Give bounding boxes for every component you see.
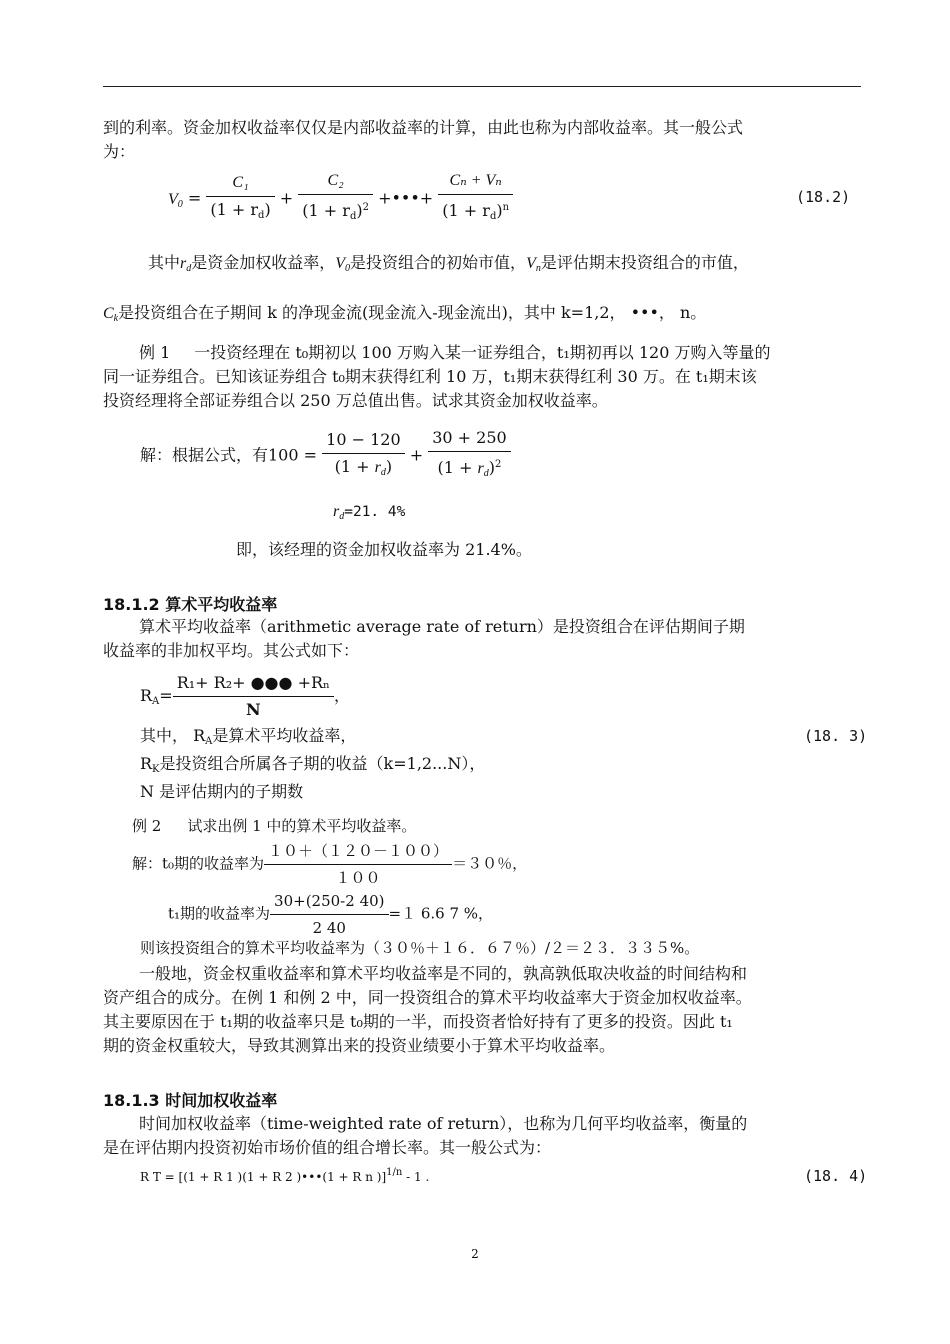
section-18-1-2-intro — [103, 615, 861, 663]
solution-frac-2: $\frac{30 + 250}{(1 + r_d)^2}$ — [428, 427, 510, 485]
eq-number-18-4: (18. 4) — [804, 1167, 868, 1185]
equation-18-2: $V_0$ = $\frac{\text{C₁}}{(1 + r_d)}$ + $\frac{\text{C₂}}{(1 + r_d)^2}$ +•••+ $\frac{\text{Cₙ + Vₙ}}{(1 + r_d)^n}$ — [168, 170, 513, 228]
example-1-line-3: 投资经理将全部证券组合以 250 万总值出售。试求其资金加权收益率。 — [103, 391, 608, 410]
example-1-line-1: 一投资经理在 t₀期初以 100 万购入某一证券组合，t₁期初再以 120 万购入等量的 — [194, 343, 771, 362]
section-18-1-2-line-2: 收益率的非加权平均。其公式如下： — [103, 641, 360, 660]
example-2-solution-1: 解：t₀期的收益率为 $\frac{10+(120-100)}{100}$ ＝３０％， — [132, 842, 528, 887]
discussion-line-3: 其主要原因在于 t₁期的收益率只是 t₀期的一半，而投资者恰好持有了更多的投资。因此 t₁ — [103, 1012, 733, 1031]
eq-term-1: $\frac{\text{C₁}}{(1 + r_d)}$ — [206, 172, 274, 227]
example-2: 例 2 试求出例 1 中的算术平均收益率。 — [132, 817, 417, 835]
discussion-line-1: 一般地，资金权重收益率和算术平均收益率是不同的，孰高孰低取决收益的时间结构和 — [139, 964, 748, 983]
definition-line-1: 其中$r_d$是资金加权收益率，$V_0$是投资组合的初始市值，$V_n$是评估期末投资组合的市值， — [148, 253, 749, 274]
where-line-2: $R_K$是投资组合所属各子期的收益（k=1,2...N）， — [140, 754, 486, 775]
section-18-1-3-intro — [103, 1112, 861, 1160]
section-18-1-3-line-1: 时间加权收益率（time-weighted rate of return），也称为几何平均收益率，衡量的 — [139, 1114, 748, 1133]
arithmetic-formula: $R_A=$ $\frac{\text{R₁+ R₂+ ●●● +Rₙ}}{N}$ ， — [140, 673, 350, 719]
section-heading-18-1-2: 18.1.2 算术平均收益率 — [103, 595, 278, 614]
definition-line-2: $C_k$是投资组合在子期间 k 的净现金流(现金流入-现金流出)，其中 k=1,2， •••， n。 — [103, 303, 707, 324]
example-1-line-2: 同一证券组合。已知该证券组合 t₀期末获得红利 10 万，t₁期末获得红利 30 万。在 t₁期末该 — [103, 367, 757, 386]
eq-number-18-2: (18.2) — [796, 188, 851, 206]
example-1-result: $r_d=21$. 4% — [333, 503, 406, 522]
example-1-label: 例 1 — [139, 343, 171, 362]
page-number: 2 — [471, 1247, 479, 1261]
example-2-solution-2: t₁期的收益率为 $\frac{30+(250-2 40)}{2 40}$ =１ 6.6 7 %， — [168, 892, 494, 937]
eq-term-2: $\frac{\text{C₂}}{(1 + r_d)^2}$ — [298, 170, 373, 228]
intro-line-2: 为： — [103, 142, 136, 161]
solution-frac-1: $\frac{10 - 120}{(1 + r_d)}$ — [322, 429, 404, 484]
example-1 — [103, 341, 861, 413]
section-heading-18-1-3: 18.1.3 时间加权收益率 — [103, 1091, 278, 1110]
time-weighted-formula: R T = [(1 + R 1 )(1 + R 2 )•••(1 + R n )]$^{1/n}$ - 1 . — [140, 1167, 430, 1184]
intro-paragraph — [103, 116, 861, 164]
average-line: 则该投资组合的算术平均收益率为（３０％＋１６．６７％）/２＝２３．３３５%。 — [140, 939, 700, 957]
section-18-1-3-line-2: 是在评估期内投资初始市场价值的组合增长率。其一般公式为： — [103, 1138, 552, 1157]
example-1-conclusion: 即，该经理的资金加权收益率为 21.4%。 — [236, 540, 532, 559]
header-rule — [103, 86, 861, 87]
intro-line-1: 到的利率。资金加权收益率仅仅是内部收益率的计算，由此也称为内部收益率。其一般公式 — [103, 118, 744, 137]
section-18-1-2-line-1: 算术平均收益率（arithmetic average rate of return）是投资组合在评估期间子期 — [139, 617, 745, 636]
example-1-solution: 解：根据公式，有100 = $\frac{10 - 120}{(1 + r_d)}$ + $\frac{30 + 250}{(1 + r_d)^2}$ — [140, 427, 511, 485]
where-line-3: N 是评估期内的子期数 — [140, 782, 304, 801]
eq-term-3: $\frac{\text{Cₙ + Vₙ}}{(1 + r_d)^n}$ — [438, 170, 513, 228]
discussion-line-2: 资产组合的成分。在例 1 和例 2 中，同一投资组合的算术平均收益率大于资金加权收益率。 — [103, 988, 752, 1007]
discussion-paragraph — [103, 962, 861, 1058]
discussion-line-4: 期的资金权重较大，导致其测算出来的投资业绩要小于算术平均收益率。 — [103, 1036, 616, 1055]
eq-lhs: $V_0$ — [168, 190, 183, 210]
eq-number-18-3: (18. 3) — [804, 727, 868, 745]
where-line-1: 其中， $R_A$是算术平均收益率， — [140, 726, 357, 747]
